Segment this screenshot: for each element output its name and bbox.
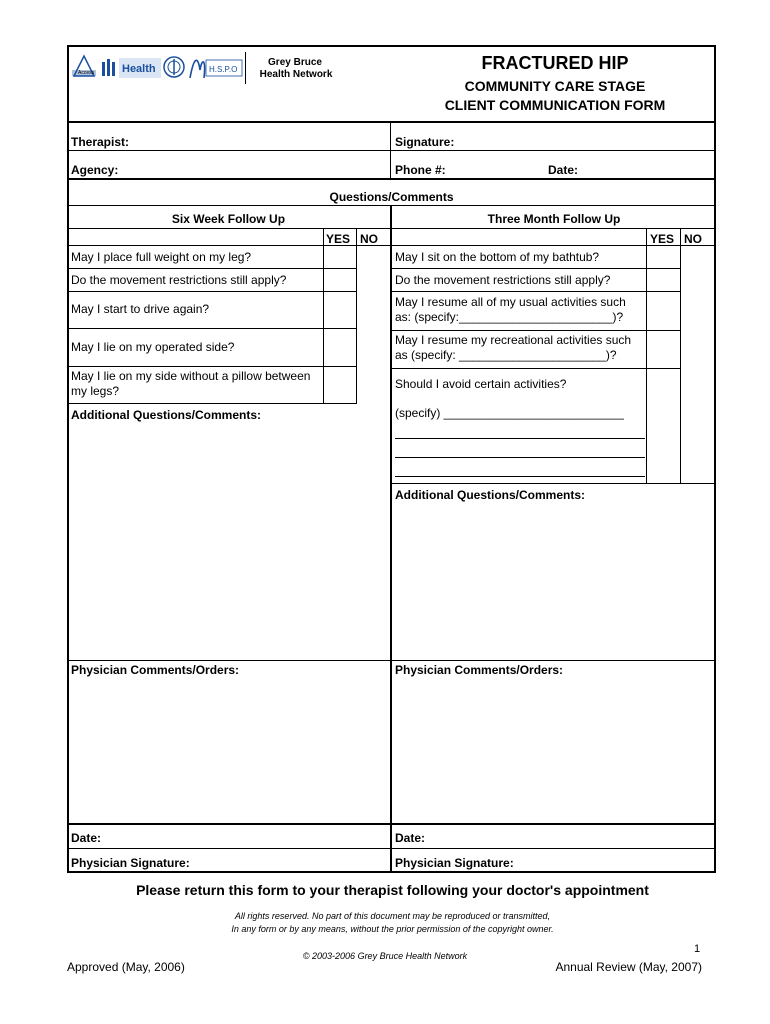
agency-field[interactable]	[125, 162, 385, 176]
six-week-q5-yes[interactable]	[324, 367, 356, 403]
svg-text:Access: Access	[78, 70, 95, 76]
six-week-question-2: Do the movement restrictions still apply?	[71, 273, 287, 287]
signature-label: Signature:	[395, 135, 455, 149]
three-month-no-header: NO	[684, 232, 702, 246]
date-label: Date:	[548, 163, 579, 177]
physician-comments-field-right[interactable]	[395, 680, 710, 818]
date-field[interactable]	[584, 162, 709, 176]
six-week-q4-yes[interactable]	[324, 329, 356, 366]
six-week-question-5: May I lie on my side without a pillow between my legs?	[71, 369, 311, 398]
six-week-yes-header: YES	[326, 232, 351, 246]
three-month-q1-no[interactable]	[681, 246, 714, 268]
therapist-field[interactable]	[140, 134, 385, 148]
physician-date-field-left[interactable]	[108, 830, 386, 844]
three-month-q2-no[interactable]	[681, 269, 714, 291]
six-week-q1-yes[interactable]	[324, 246, 356, 268]
copyright: © 2003-2006 Grey Bruce Health Network	[302, 951, 468, 961]
six-week-no-header: NO	[360, 232, 378, 246]
physician-comments-field-left[interactable]	[71, 680, 386, 818]
org-name-line1: Grey Bruce	[268, 57, 322, 68]
rights-line-2: In any form or by any means, without the prior permission of the copyright owner.	[231, 924, 554, 934]
three-month-q1-yes[interactable]	[647, 246, 680, 268]
physician-date-label-right: Date:	[395, 831, 426, 845]
physician-date-label-left: Date:	[71, 831, 102, 845]
three-month-title: Three Month Follow Up	[487, 212, 621, 226]
form-title: FRACTURED HIP	[481, 53, 629, 73]
phone-label: Phone #:	[395, 163, 446, 177]
physician-signature-label-left: Physician Signature:	[71, 856, 190, 870]
return-note: Please return this form to your therapist following your doctor's appointment	[136, 882, 649, 898]
rights-line-1: All rights reserved. No part of this document may be reproduced or transmitted,	[234, 911, 551, 921]
six-week-q2-yes[interactable]	[324, 269, 356, 291]
six-week-q1-no[interactable]	[357, 246, 390, 268]
header-logos	[70, 50, 246, 84]
six-week-additional-label: Additional Questions/Comments:	[71, 408, 262, 422]
six-week-question-4: May I lie on my operated side?	[71, 340, 235, 354]
six-week-title: Six Week Follow Up	[171, 212, 286, 226]
six-week-q3-no[interactable]	[357, 292, 390, 328]
physician-signature-field-left[interactable]	[200, 855, 386, 869]
three-month-question-5: Should I avoid certain activities?	[395, 377, 567, 391]
three-month-question-1: May I sit on the bottom of my bathtub?	[395, 250, 600, 264]
page-number: 1	[694, 943, 701, 955]
approved-date: Approved (May, 2006)	[67, 960, 185, 974]
three-month-specify-field[interactable]	[395, 422, 643, 480]
three-month-q3-no[interactable]	[681, 292, 714, 330]
three-month-q4-no[interactable]	[681, 331, 714, 368]
six-week-question-1: May I place full weight on my leg?	[71, 250, 252, 264]
physician-date-field-right[interactable]	[432, 830, 710, 844]
three-month-q5-no[interactable]	[681, 369, 714, 483]
signature-field[interactable]	[465, 134, 710, 148]
three-month-additional-label: Additional Questions/Comments:	[395, 488, 586, 502]
phone-field[interactable]	[452, 162, 542, 176]
three-month-q4-yes[interactable]	[647, 331, 680, 368]
three-month-question-4: May I resume my recreational activities such as (specify: ______________________)?	[395, 333, 632, 362]
questions-header: Questions/Comments	[329, 190, 454, 204]
six-week-question-3: May I start to drive again?	[71, 302, 210, 316]
agency-label: Agency:	[71, 163, 119, 177]
six-week-q5-no[interactable]	[357, 367, 390, 403]
three-month-specify: (specify) ___________________________	[395, 406, 624, 420]
six-week-q4-no[interactable]	[357, 329, 390, 366]
physician-signature-label-right: Physician Signature:	[395, 856, 514, 870]
form-subtitle-name: CLIENT COMMUNICATION FORM	[444, 97, 666, 113]
three-month-question-3: May I resume all of my usual activities such as: (specify:_______________________)?	[395, 295, 626, 324]
three-month-q5-yes[interactable]	[647, 369, 680, 483]
three-month-question-2: Do the movement restrictions still apply?	[395, 273, 611, 287]
six-week-q2-no[interactable]	[357, 269, 390, 291]
physician-comments-label-right: Physician Comments/Orders:	[395, 663, 564, 677]
therapist-label: Therapist:	[71, 135, 130, 149]
logo-health-text: Health	[122, 63, 156, 75]
physician-signature-field-right[interactable]	[524, 855, 710, 869]
physician-comments-label-left: Physician Comments/Orders:	[71, 663, 240, 677]
annual-review: Annual Review (May, 2007)	[555, 960, 702, 974]
three-month-q3-yes[interactable]	[647, 292, 680, 330]
six-week-q3-yes[interactable]	[324, 292, 356, 328]
three-month-q2-yes[interactable]	[647, 269, 680, 291]
logo-hspo-text: H.S.P.O	[209, 65, 238, 74]
six-week-additional-field[interactable]	[71, 425, 386, 655]
org-name-line2: Health Network	[259, 69, 333, 80]
three-month-yes-header: YES	[650, 232, 675, 246]
form-subtitle-stage: COMMUNITY CARE STAGE	[464, 78, 646, 94]
three-month-additional-field[interactable]	[395, 505, 710, 655]
logo-strip	[70, 50, 246, 84]
